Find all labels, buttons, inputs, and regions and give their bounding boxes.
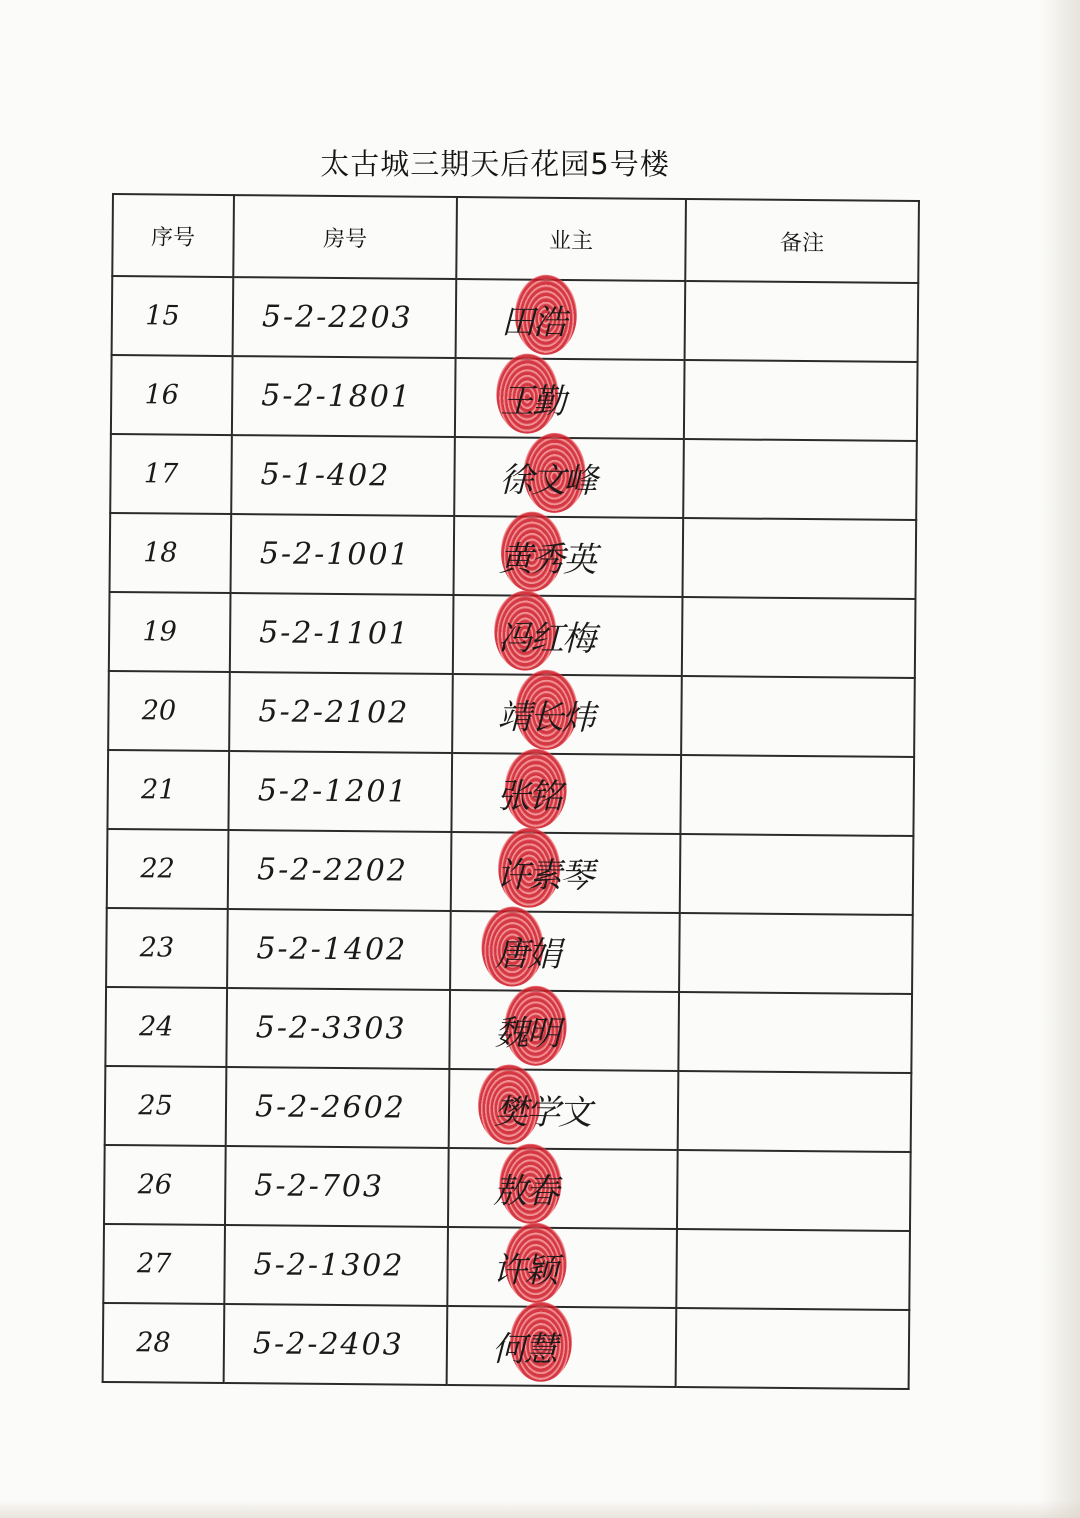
owner-cell bbox=[455, 358, 685, 439]
seq-number: 24 bbox=[138, 1011, 174, 1043]
seq-number: 15 bbox=[145, 300, 180, 332]
page-edge-shadow bbox=[1040, 0, 1080, 1518]
header-owner: 业主 bbox=[456, 197, 686, 281]
owner-signature: 何慧 bbox=[491, 1329, 557, 1370]
owner-signature: 许颖 bbox=[492, 1250, 557, 1291]
seq-cell bbox=[107, 829, 229, 909]
owner-cell bbox=[447, 1227, 677, 1308]
owner-signature: 徐文峰 bbox=[499, 460, 596, 502]
room-cell bbox=[226, 988, 450, 1069]
owner-signature: 王勤 bbox=[500, 381, 565, 422]
owner-signature: 田浩 bbox=[500, 302, 566, 343]
room-cell bbox=[227, 909, 451, 990]
room-number: 5-2-2202 bbox=[256, 852, 409, 889]
owner-signature-table bbox=[102, 193, 918, 1370]
room-cell bbox=[224, 1225, 448, 1306]
table-row bbox=[111, 355, 918, 441]
room-cell bbox=[224, 1304, 448, 1385]
table-row bbox=[105, 1066, 912, 1152]
room-cell bbox=[233, 277, 457, 358]
room-cell bbox=[225, 1146, 449, 1227]
table-row bbox=[104, 1145, 911, 1231]
owner-cell bbox=[449, 990, 679, 1071]
page-bottom-strip bbox=[0, 1500, 1080, 1518]
room-number: 5-2-703 bbox=[254, 1168, 385, 1205]
seq-cell bbox=[109, 592, 231, 672]
seq-cell bbox=[104, 1145, 226, 1225]
header-seq: 序号 bbox=[112, 194, 234, 277]
seq-number: 19 bbox=[142, 616, 177, 648]
room-cell bbox=[230, 593, 454, 674]
table-row bbox=[110, 513, 917, 599]
note-cell bbox=[676, 1229, 910, 1310]
owner-cell bbox=[449, 1069, 679, 1150]
page-title: 太古城三期天后花园5号楼 bbox=[320, 147, 670, 181]
seq-number: 17 bbox=[143, 458, 179, 490]
seq-cell bbox=[105, 987, 227, 1067]
room-number: 5-2-1101 bbox=[259, 615, 411, 652]
seq-number: 20 bbox=[141, 695, 177, 727]
table-row bbox=[110, 434, 917, 520]
room-number: 5-2-1001 bbox=[259, 536, 411, 573]
table-row bbox=[105, 987, 912, 1073]
seq-cell bbox=[110, 434, 232, 514]
owner-cell bbox=[452, 674, 682, 755]
seq-number: 18 bbox=[143, 537, 178, 569]
room-cell bbox=[226, 1067, 450, 1148]
room-number: 5-2-1801 bbox=[261, 378, 413, 415]
owner-cell bbox=[454, 437, 684, 518]
owner-signature: 樊学文 bbox=[493, 1092, 591, 1134]
note-cell bbox=[678, 1071, 912, 1152]
note-cell bbox=[679, 913, 913, 994]
room-cell bbox=[228, 751, 452, 832]
owner-cell bbox=[451, 832, 681, 913]
seq-number: 26 bbox=[137, 1169, 173, 1201]
table-row bbox=[108, 671, 915, 757]
header-row bbox=[112, 194, 919, 283]
seq-cell bbox=[103, 1224, 225, 1304]
seq-number: 22 bbox=[140, 853, 175, 885]
room-number: 5-2-2203 bbox=[261, 299, 413, 336]
seq-cell bbox=[106, 908, 228, 988]
room-number: 5-2-1302 bbox=[253, 1247, 405, 1284]
seq-number: 28 bbox=[136, 1327, 171, 1359]
seq-cell bbox=[112, 276, 234, 356]
table-body bbox=[103, 276, 919, 1389]
room-number: 5-2-1402 bbox=[256, 931, 408, 968]
note-cell bbox=[680, 755, 914, 836]
owner-cell bbox=[456, 279, 686, 360]
owner-cell bbox=[454, 516, 684, 597]
header-room: 房号 bbox=[233, 195, 457, 279]
seq-number: 16 bbox=[144, 379, 180, 411]
seq-number: 21 bbox=[140, 774, 176, 806]
room-cell bbox=[228, 830, 452, 911]
seq-cell bbox=[108, 671, 230, 751]
room-number: 5-2-2403 bbox=[252, 1326, 404, 1363]
room-number: 5-2-1201 bbox=[257, 773, 409, 810]
seq-cell bbox=[110, 513, 232, 593]
owner-signature: 冯红梅 bbox=[497, 618, 595, 660]
seq-number: 27 bbox=[136, 1248, 172, 1280]
owner-signature: 唐娟 bbox=[495, 934, 560, 975]
note-cell bbox=[680, 834, 914, 915]
seq-cell bbox=[107, 750, 229, 830]
table-row bbox=[109, 592, 916, 678]
owner-cell bbox=[451, 753, 681, 834]
table-row bbox=[107, 829, 914, 915]
seq-number: 23 bbox=[139, 932, 175, 964]
table-row bbox=[107, 750, 914, 836]
note-cell bbox=[684, 360, 918, 441]
room-cell bbox=[232, 356, 456, 437]
owner-signature: 许素琴 bbox=[495, 855, 593, 897]
note-cell bbox=[681, 676, 915, 757]
header-note: 备注 bbox=[685, 199, 919, 283]
owner-cell bbox=[447, 1306, 677, 1387]
owner-signature: 黄秀英 bbox=[498, 539, 595, 581]
seq-number: 25 bbox=[138, 1090, 173, 1122]
seq-cell bbox=[111, 355, 233, 435]
seq-cell bbox=[103, 1303, 225, 1383]
note-cell bbox=[682, 597, 916, 678]
room-cell bbox=[231, 514, 455, 595]
owner-signature: 敖春 bbox=[493, 1171, 558, 1212]
table-row bbox=[103, 1224, 910, 1310]
table-row bbox=[106, 908, 913, 994]
room-number: 5-2-2102 bbox=[258, 694, 410, 731]
owner-cell bbox=[450, 911, 680, 992]
room-number: 5-1-402 bbox=[260, 457, 391, 494]
owner-cell bbox=[448, 1148, 678, 1229]
note-cell bbox=[683, 439, 917, 520]
owner-signature: 魏明 bbox=[494, 1013, 559, 1054]
room-cell bbox=[231, 435, 455, 516]
note-cell bbox=[678, 992, 912, 1073]
signature-grid bbox=[102, 193, 920, 1390]
room-cell bbox=[229, 672, 453, 753]
owner-signature: 张铭 bbox=[496, 776, 561, 817]
seq-cell bbox=[105, 1066, 227, 1146]
table-row bbox=[112, 276, 919, 362]
note-cell bbox=[676, 1308, 910, 1389]
room-number: 5-2-2602 bbox=[254, 1089, 406, 1126]
owner-cell bbox=[453, 595, 683, 676]
table-row bbox=[103, 1303, 910, 1389]
note-cell bbox=[685, 281, 919, 362]
note-cell bbox=[677, 1150, 911, 1231]
room-number: 5-2-3303 bbox=[255, 1010, 407, 1047]
owner-signature: 靖长炜 bbox=[497, 697, 594, 739]
note-cell bbox=[682, 518, 916, 599]
